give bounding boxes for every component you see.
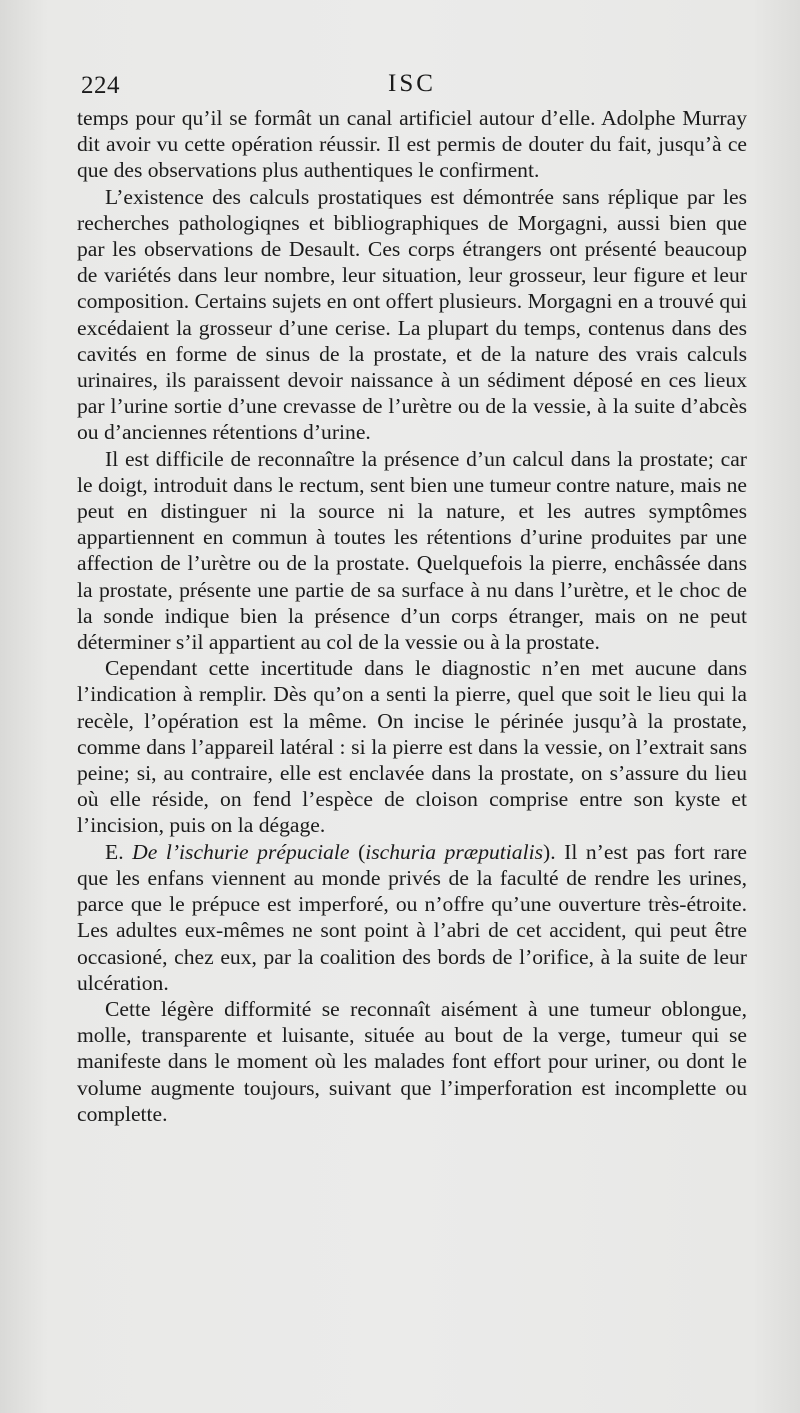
body-text bbox=[77, 105, 747, 1127]
running-head bbox=[77, 68, 747, 102]
page-number: 224 bbox=[81, 72, 120, 99]
running-title: ISC bbox=[388, 70, 436, 97]
latin-term: ischuria præputialis bbox=[365, 839, 543, 864]
paragraph-3: Il est difficile de reconnaître la présence d’un calcul dans la prostate; car le doigt, introduit dans le rectum, sent bien une tumeur contre nature, mais ne peut en distinguer ni la source ni la nature, et les autres symptômes appartiennent en commun à toutes les rétentions d’urine produites par une affection de l’urètre ou de la prostate. Quelquefois la pierre, enchâssée dans la prostate, présente une partie de sa surface à nu dans l’urètre, et le choc de la sonde indique bien la présence d’un corps étranger, mais on ne peut déterminer s’il appartient au col de la vessie ou à la prostate. bbox=[77, 446, 747, 655]
paragraph-4: Cependant cette incertitude dans le diagnostic n’en met aucune dans l’indication à remplir. Dès qu’on a senti la pierre, quel que soit le lieu qui la recèle, l’opération est la même. On incise le périnée jusqu’à la prostate, comme dans l’appareil latéral : si la pierre est dans la vessie, on l’extrait sans peine; si, au contraire, elle est enclavée dans la prostate, on s’assure du lieu où elle réside, on fend l’espèce de cloison comprise entre son kyste et l’incision, puis on la dégage. bbox=[77, 656, 747, 838]
paragraph-2: L’existence des calculs prostatiques est démontrée sans réplique par les recherches pathologiqnes et bibliographiques de Morgagni, aussi bien que par les observations de Desault. Ces corps étrangers ont présenté beaucoup de variétés dans leur nombre, leur situation, leur grosseur, leur figure et leur composition. Certains sujets en ont offert plusieurs. Morgagni en a trouvé qui excédaient la grosseur d’une cerise. La plupart du temps, contenus dans des cavités en forme de sinus de la prostate, et de la nature des vrais calculs urinaires, ils paraissent devoir naissance à un sédiment déposé en ces lieux par l’urine sortie d’une crevasse de l’urètre ou de la vessie, à la suite d’abcès ou d’anciennes rétentions d’urine. bbox=[77, 184, 747, 445]
open-paren: ( bbox=[349, 839, 366, 864]
section-title: De l’ischurie prépuciale bbox=[132, 839, 350, 864]
paragraph-1: temps pour qu’il se formât un canal artificiel autour d’elle. Adolphe Murray dit avoir vu cette opération réussir. Il est permis de douter du fait, jusqu’à ce que des observations plus authentiques le confirment. bbox=[77, 106, 747, 183]
paragraph-5-text: ). Il n’est pas fort rare que les enfans viennent au monde privés de la faculté de rendre les urines, parce que le prépuce est imperforé, ou n’offre qu’une ouverture très-étroite. Les adultes eux-mêmes ne sont point à l’abri de cet accident, qui peut être occasioné, chez eux, par la coalition des bords de l’orifice, à la suite de leur ulcération. bbox=[77, 839, 748, 995]
paragraph-6: Cette légère difformité se reconnaît aisément à une tumeur oblongue, molle, transparente et luisante, située au bout de la verge, tumeur qui se manifeste dans le moment où les malades font effort pour uriner, ou dont le volume augmente toujours, suivant que l’imperforation est incomplette ou complette. bbox=[77, 996, 747, 1126]
paragraph-5 bbox=[77, 839, 747, 996]
section-letter: E. bbox=[105, 839, 124, 864]
